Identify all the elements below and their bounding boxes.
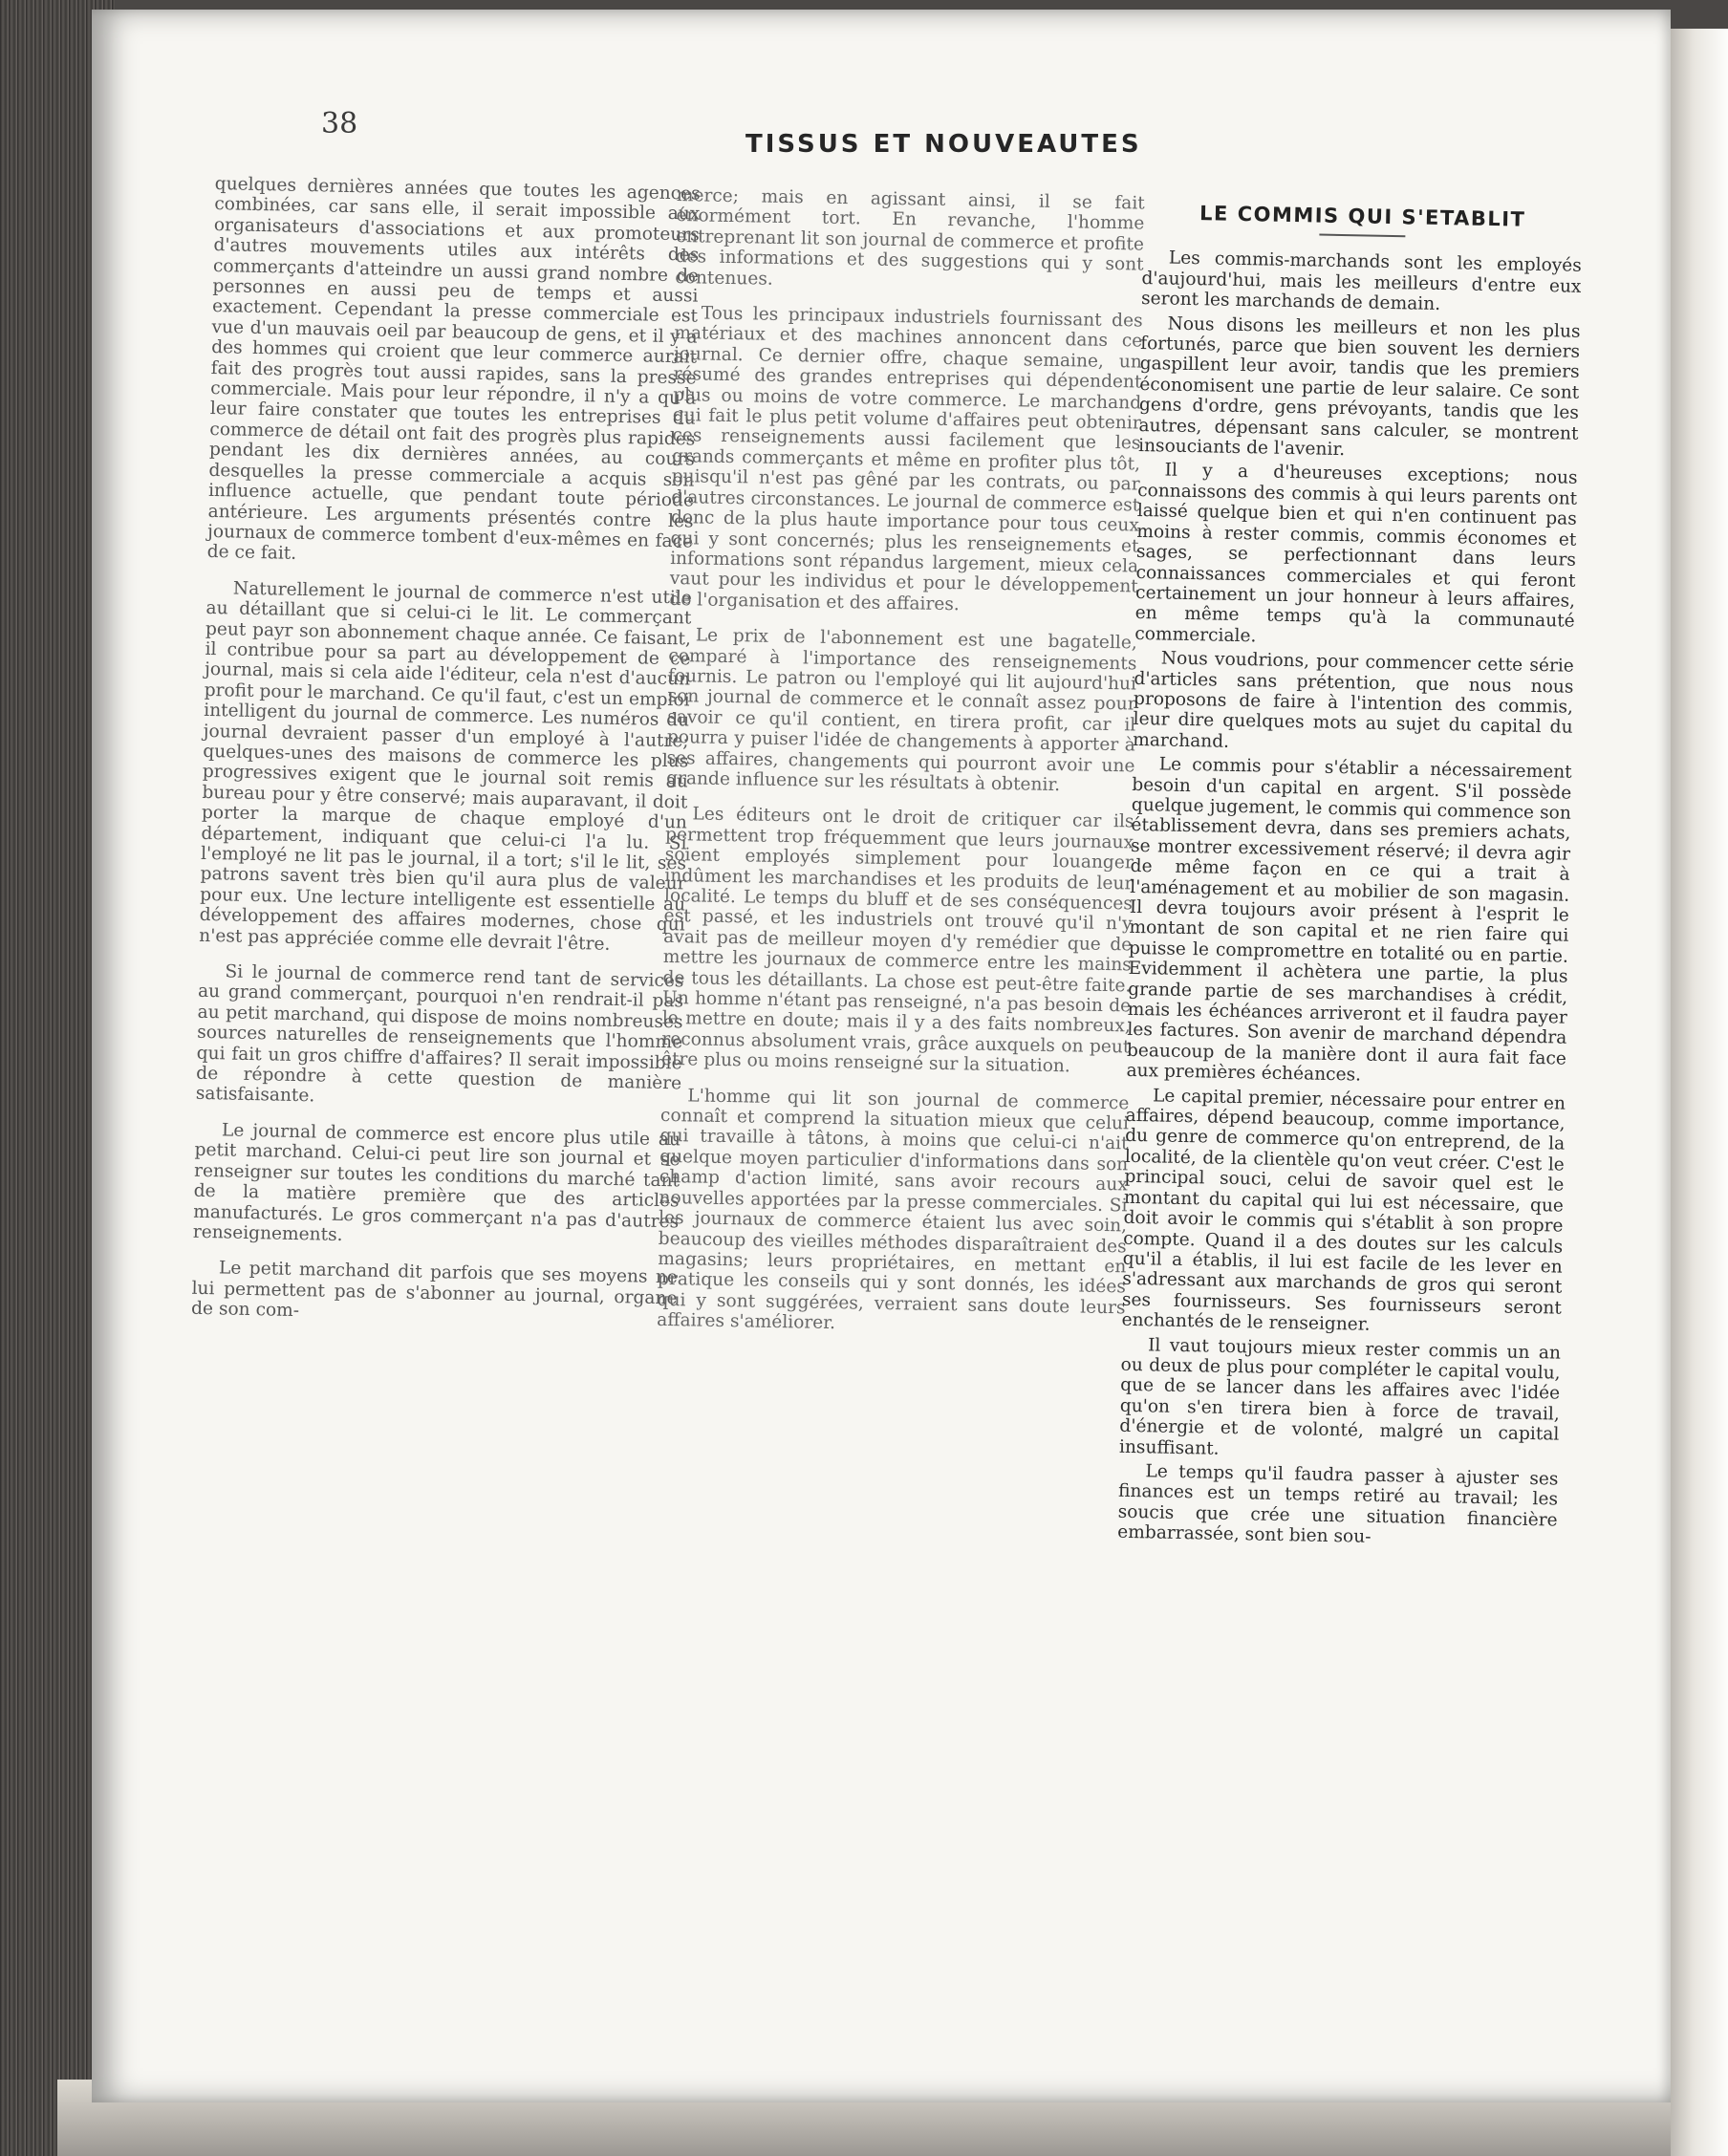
right-column	[1117, 203, 1583, 1555]
left-column	[191, 174, 701, 1345]
middle-paragraph-4: Les éditeurs ont le droit de critiquer car ils permettent trop fréquemment que leurs journaux soient employés simplement pour louanger indûment les marchandises et les produits de leur localité. Le temps du bluff et de ses conséquences est passé, et les industriels ont trouvé qu'il n'y avait pas de meilleur moyen d'y remédier que de mettre les journaux de commerce entre les mains de tous les détaillants. La chose est peut-être faite. Un homme n'étant pas renseigné, n'a pas besoin de le mettre en doute; mais il y a des faits nombreux, reconnus absolument vrais, grâce auxquels on peut être plus ou moins renseigné sur la situation.	[660, 804, 1134, 1077]
left-paragraph-1: quelques dernières années que toutes les agences combinées, car sans elle, il serait impossible aux organisateurs d'associations et aux promoteurs d'autres mouvements utiles aux intérêts des commerçants d'atteindre un aussi grand nombre de personnes en aussi peu de temps et aussi exactement. Cependant la presse commerciale est vue d'un mauvais oeil par beaucoup de gens, et il y a des hommes qui croient que leur commerce aurait fait des progrès tout aussi rapides, sans la presse commerciale. Mais pour leur répondre, il n'y a qu'à leur faire constater que toutes les entreprises du commerce de détail ont fait des progrès plus rapides pendant les dix dernières années, au cours desquelles la presse commerciale a acquis son influence actuelle, que pendant toute période antérieure. Les arguments présentés contre les journaux de commerce tombent d'eux-mêmes en face de ce fait.	[206, 174, 701, 565]
right-paragraph-1: Les commis-marchands sont les employés d'aujourd'hui, mais les meilleurs d'entre eux seront les marchands de demain.	[1140, 248, 1583, 315]
page-number: 38	[321, 107, 358, 140]
right-paragraph-8: Le temps qu'il faudra passer à ajuster ses finances est un temps retiré au travail; les soucis que crée une situation financière embarrassée, sont bien sou-	[1117, 1461, 1559, 1548]
middle-paragraph-5: L'homme qui lit son journal de commerce connaît et comprend la situation mieux que celui qui travaille à tâtons, à moins que celui-ci n'ait quelque moyen particulier d'informations dans son champ d'action limité, sans avoir recours aux nouvelles apportées par la presse commerciales. Si les journaux de commerce étaient lus avec soin, beaucoup des vieilles méthodes disparaîtraient des magasins; leurs propriétaires, en mettant en pratique les conseils qui y sont donnés, les idées qui y sont suggérées, verraient sans doute leurs affaires s'améliorer.	[657, 1086, 1130, 1334]
running-head: TISSUS ET NOUVEAUTES	[745, 130, 1142, 159]
left-paragraph-2: Naturellement le journal de commerce n'est utile au détaillant que si celui-ci le lit. Le commerçant peut payr son abonnement chaque année. Ce faisant, il contribue pour sa part au développement de ce journal, mais si cela aide l'éditeur, cela n'est d'aucun profit pour le marchand. Ce qu'il faut, c'est un emploi intelligent du journal de commerce. Les numéros du journal devraient passer d'un employé à l'autre; quelques-unes des maisons de commerce les plus progressives exigent que le journal soit remis au bureau pour y être conservé; mais auparavant, il doit porter la marque de chaque employé d'un département, indiquant que celui-ci l'a lu. Si l'employé ne lit pas le journal, il a tort; s'il le lit, ses patrons savent très bien qu'il aura plus de valeur pour eux. Une lecture intelligente est essentielle au développement des affaires modernes, chose qui n'est pas appréciée comme elle devrait l'être.	[199, 578, 693, 955]
right-paragraph-5: Le commis pour s'établir a nécessairement besoin d'un capital en argent. S'il possède quelque jugement, le commis qui commence son établissement devra, dans ses premiers achats, se montrer excessivement réservé; il devra agir de même façon en ce qui a trait à l'aménagement et au mobilier de son magasin. Il devra toujours avoir présent à l'esprit le montant de son capital et ne rien faire qui puisse le compromettre en totalité ou en partie. Evidemment il achètera une partie, la plus grande partie de ses marchandises à crédit, mais les échéances arriveront et il faudra payer les factures. Son avenir de marchand dépendra beaucoup de la manière dont il aura fait face aux premières échéances.	[1126, 754, 1572, 1086]
article-title: LE COMMIS QUI S'ETABLIT	[1199, 202, 1526, 231]
right-page-edge	[1671, 29, 1728, 2156]
right-paragraph-3: Il y a d'heureuses exceptions; nous connaissons des commis à qui leurs parents ont laissé quelque bien et qui n'en continuent pas moins à rester commis, commis économes et sages, se perfectionnant dans leurs connaissances commerciales et qui feront certainement un jour honneur à leurs affaires, en même temps qu'à la communauté commerciale.	[1134, 460, 1578, 647]
title-rule	[1319, 234, 1405, 238]
left-paragraph-3: Si le journal de commerce rend tant de services au grand commerçant, pourquoi n'en rendrait-il pas au petit marchand, qui dispose de moins nombreuses sources naturelles de renseignements que l'homme qui fait un gros chiffre d'affaires? Il serait impossible de répondre à cette question de manière satisfaisante.	[195, 961, 684, 1107]
middle-paragraph-2: Tous les principaux industriels fournissant des matériaux et des machines annoncent dans ce journal. Ce dernier offre, chaque semaine, un résumé des grandes entreprises qui dépendent plus ou moins de votre commerce. Le marchand qui fait le plus petit volume d'affaires peut obtenir ces renseignements aussi facilement que les grands commerçants et même en profiter plus tôt, puisqu'il n'est pas gêné par les contrats, ou par d'autres circonstances. Le journal de commerce est donc de la plus haute importance pour tous ceux qui y sont concernés; plus les renseignements et informations sont répandus largement, mieux cela vaut pour les individus et pour le développement de l'organisation et des affaires.	[669, 303, 1143, 614]
right-paragraph-4: Nous voudrions, pour commencer cette série d'articles sans prétention, que nous nous proposons de faire à l'intention des commis, leur dire quelques mots au sujet du capital du marchand.	[1133, 648, 1574, 752]
middle-paragraph-3: Le prix de l'abonnement est une bagatelle, comparé à l'importance des renseignements fournis. Le patron ou l'employé qui lit aujourd'hui son journal de commerce et le connaît assez pour savoir ce qu'il contient, en tirera profit, car il pourra y puiser l'idée de changements à apporter à ses affaires, changements qui pourront avoir une grande influence sur les résultats à obtenir.	[665, 625, 1137, 796]
right-paragraph-7: Il vaut toujours mieux rester commis un an ou deux de plus pour compléter le capital voulu, que de se lancer dans les affaires avec l'idée qu'on s'en tirera bien à force de travail, d'énergie et de volonté, malgré un capital insuffisant.	[1118, 1334, 1562, 1459]
middle-column	[657, 185, 1145, 1354]
middle-paragraph-1: merce; mais en agissant ainsi, il se fait énormément tort. En revanche, l'homme entreprenant lit son journal de commerce et profite des informations et des suggestions qui y sont contenues.	[675, 185, 1145, 290]
right-paragraph-6: Le capital premier, nécessaire pour entrer en affaires, dépend beaucoup, comme importance, du genre de commerce qu'on entreprend, de la localité, de la clientèle qu'on veut créer. C'est le principal souci, celui de savoir quel est le montant du capital qui lui est nécessaire, que doit avoir le commis qui s'établit à son propre compte. Quand il a des doutes sur les calculs qu'il a établis, il lui est facile de les lever en s'adressant aux marchands de gros qui seront ses fournisseurs. Ses fournisseurs seront enchantés de le renseigner.	[1121, 1086, 1566, 1335]
right-paragraph-2: Nous disons les meilleurs et non les plus fortunés, parce que bien souvent les derniers gaspillent leur avoir, tandis que les premiers économisent une partie de leur salaire. Ce sont gens d'ordre, gens prévoyants, tandis que les autres, dépensant sans calculer, se montrent insouciants de l'avenir.	[1137, 313, 1581, 461]
left-paragraph-5: Le petit marchand dit parfois que ses moyens ne lui permettent pas de s'abonner au journal, organe de son com-	[190, 1258, 679, 1322]
left-paragraph-4: Le journal de commerce est encore plus utile au petit marchand. Celui-ci peut lire son journal et se renseigner sur toutes les conditions du marché tant de la matière première que des articles manufacturés. Le gros commerçant n'a pas d'autres renseignements.	[192, 1120, 681, 1245]
